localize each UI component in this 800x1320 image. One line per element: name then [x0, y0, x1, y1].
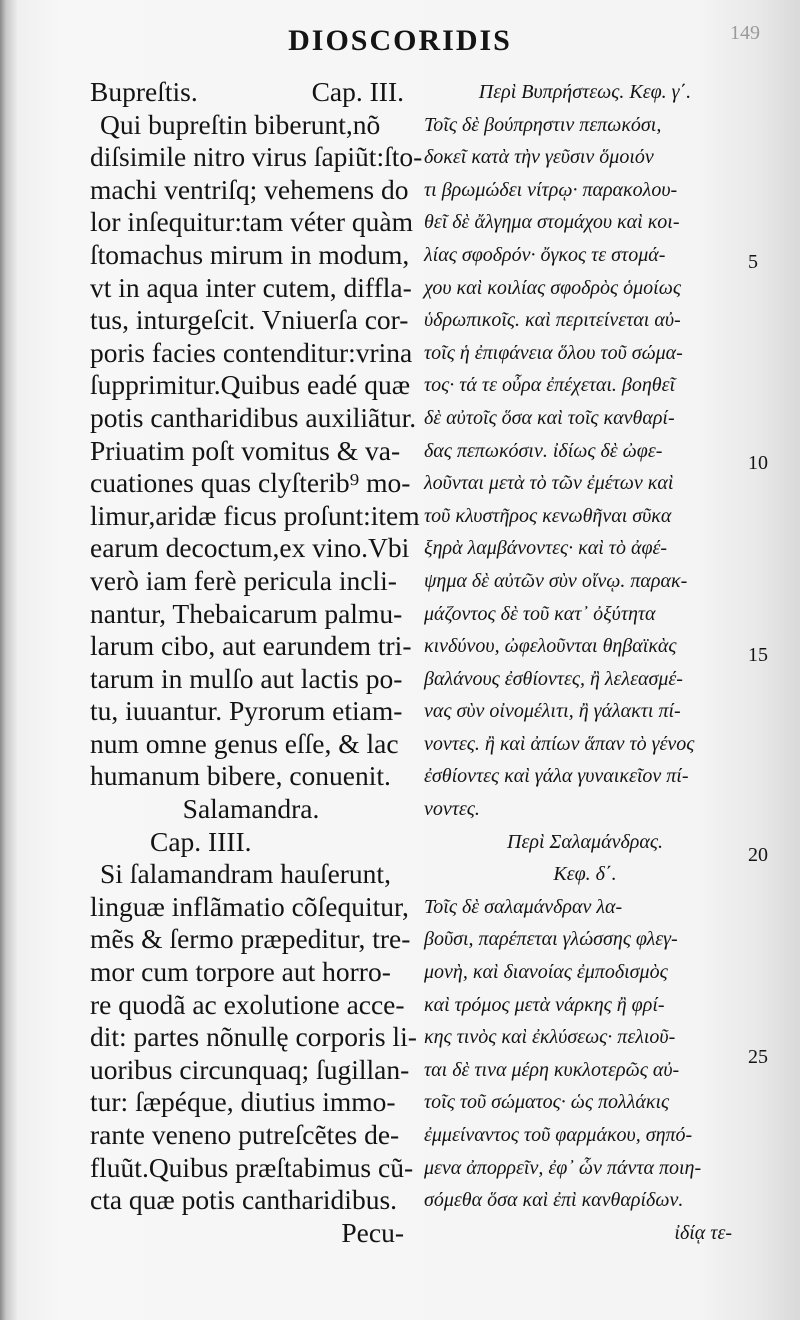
greek-text-line: τοῖς τοῦ σώματος· ὡς πολλάκις — [424, 1091, 670, 1114]
greek-text-line: ἐμμείναντος τοῦ φαρμάκου, σηπό- — [424, 1124, 693, 1146]
greek-text-line: Τοῖς δὲ σαλαμάνδραν λα- — [424, 895, 623, 918]
text-line: ſupprimitur.Quibus eadé quæ — [90, 369, 411, 401]
greek-text-line: ψημα δὲ αὐτῶν σὺν οἴνῳ. παρακ- — [424, 569, 688, 592]
greek-text-line: μάζοντος δὲ τοῦ κατ᾽ ὀξύτητα — [424, 602, 656, 625]
text-line: fluũt.Quibus præſtabimus cũ- — [90, 1151, 414, 1183]
greek-text-line: μενα ἀπορρεῖν, ἐφ᾽ ὧν πάντα ποιη- — [424, 1156, 702, 1179]
greek-text-line: βοῦσι, παρέπεται γλώσσης φλεγ- — [424, 928, 678, 951]
text-line: earum decoctum,ex vino.Vbi — [90, 532, 410, 564]
greek-text-line: τοῦ κλυστῆρος κενωθῆναι σῦκα — [424, 504, 672, 527]
greek-text-line: καὶ τρόμος μετὰ νάρκης ἢ φρί- — [424, 993, 665, 1016]
greek-text-line: δας πεπωκόσιν. ἰδίως δὲ ὠφε- — [424, 439, 663, 462]
greek-text-line: κης τινὸς καὶ ἐκλύσεως· πελιοῦ- — [424, 1026, 676, 1049]
greek-text-line: ται δὲ τινα μέρη κυκλοτερῶς αὐ- — [424, 1058, 680, 1081]
text-line: re quodã ac exolutione acce- — [90, 988, 405, 1020]
chapter-3-number: Cap. III. — [311, 76, 404, 107]
latin-column — [90, 76, 423, 1249]
text-line: poris facies contenditur:vrina — [90, 336, 413, 368]
chapter-3-text — [90, 108, 423, 793]
line-number: 20 — [748, 844, 768, 866]
chapter-4-text — [90, 858, 417, 1217]
text-line: diſsimile nitro virus ſapiũt:ſto- — [90, 141, 423, 173]
text-line: uoribus circunquaq; ſugillan- — [90, 1053, 410, 1085]
line-number: 25 — [748, 1046, 768, 1068]
greek-text-line: ὑδρωπικοῖς. καὶ περιτείνεται αὐ- — [424, 309, 681, 332]
greek-text-line: ξηρὰ λαμβάνοντες· καὶ τὸ ἀφέ- — [424, 537, 668, 560]
text-line: machi ventriſq; vehemens do — [90, 173, 409, 205]
greek-text-line: νοντες. ἢ καὶ ἀπίων ἅπαν τὸ γένος — [424, 732, 695, 755]
chapter-4-title: Salamandra. — [182, 793, 320, 825]
text-line: potis cantharidibus auxiliãtur. — [90, 401, 417, 433]
text-line: rante veneno putreſcẽtes de- — [90, 1119, 400, 1150]
text-line: lor inſequitur:tam véter quàm — [90, 206, 414, 238]
text-line: cta quæ potis cantharidibus. — [90, 1184, 398, 1216]
greek-text-line: τι βρωμώδει νίτρῳ· παρακολου- — [424, 178, 678, 201]
greek-column — [424, 76, 746, 1249]
text-line: larum cibo, aut earundem tri- — [90, 630, 412, 662]
chapter-4-number: Cap. IIII. — [150, 825, 252, 857]
greek-text-line: τος· τά τε οὖρα ἐπέχεται. βοηθεῖ — [424, 374, 676, 397]
text-line: limur,aridæ ficus proſunt:item — [90, 499, 420, 531]
text-line: nantur, Thebaicarum palmu- — [90, 597, 403, 629]
line-number: 5 — [748, 251, 758, 273]
latin-catchword: Pecu- — [341, 1216, 404, 1248]
folio-number: 149 — [730, 22, 760, 44]
greek-text-line: δὲ αὐτοῖς ὅσα καὶ τοῖς κανθαρί- — [424, 406, 675, 429]
line-number: 10 — [748, 452, 768, 474]
text-line: num omne genus eſſe, & lac — [90, 727, 399, 759]
text-line: mẽs & ſermo præpeditur, tre- — [90, 923, 411, 955]
greek-text-line: βαλάνους ἐσθίοντες, ἢ λελεασμέ- — [424, 667, 683, 690]
greek-text-line: ἐσθίοντες καὶ γάλα γυναικεῖον πί- — [424, 765, 689, 788]
greek-text-line: νας σὺν οἰνομέλιτι, ἢ γάλακτι πί- — [424, 700, 681, 723]
greek-text-line: χου καὶ κοιλίας σφοδρὸς ὁμοίως — [424, 276, 681, 299]
text-line: dit: partes nõnullę corporis li- — [90, 1021, 417, 1053]
text-line: ſtomachus mirum in modum, — [90, 238, 410, 270]
greek-text-line: δοκεῖ κατὰ τὴν γεῦσιν ὅμοιόν — [424, 146, 654, 169]
chapter-3-heading — [90, 76, 412, 109]
text-line: cuationes quas clyſterib⁹ mo- — [90, 467, 411, 499]
greek-text-line: τοῖς ἡ ἐπιφάνεια ὅλου τοῦ σώμα- — [424, 341, 683, 364]
line-number: 15 — [748, 644, 768, 666]
text-line: tarum in mulſo aut lactis po- — [90, 662, 403, 694]
text-line: vt in aqua inter cutem, diffla- — [90, 271, 412, 303]
text-line: tu, iuuantur. Pyrorum etiam- — [90, 695, 403, 727]
greek-text-line: σόμεθα ὅσα καὶ ἐπὶ κανθαρίδων. — [424, 1189, 684, 1212]
greek-text-line: λοῦνται μετὰ τὸ τῶν ἐμέτων καὶ — [424, 472, 674, 495]
greek-text-line: Τοῖς δὲ βούπρηστιν πεπωκόσι, — [424, 113, 662, 136]
greek-chapter-4-heading: Περὶ Σαλαμάνδρας. — [507, 830, 663, 853]
text-line: Si ſalamandram hauſerunt, — [100, 858, 391, 890]
text-line: Priuatim poſt vomitus & va- — [90, 434, 401, 466]
text-line: tur: ſæpéque, diutius immo- — [90, 1086, 396, 1118]
running-title: DIOSCORIDIS — [288, 24, 512, 57]
greek-text-line: μονὴ, καὶ διανοίας ἐμποδισμὸς — [424, 961, 668, 984]
greek-text-line: λίας σφοδρόν· ὄγκος τε στομά- — [424, 243, 666, 266]
chapter-3-title: Bupreſtis. — [90, 76, 198, 107]
text-line: Qui bupreſtin biberunt,nõ — [100, 108, 381, 140]
greek-chapter-3-text — [424, 109, 746, 826]
greek-catchword: ἰδίᾳ τε- — [674, 1221, 732, 1244]
greek-chapter-4-text — [424, 891, 746, 1217]
text-line: linguæ inflãmatio cõſequitur, — [90, 890, 409, 922]
greek-chapter-3-heading: Περὶ Βυπρήστεως. Κεφ. γ΄. — [478, 81, 692, 103]
greek-text-line: κινδύνου, ὠφελοῦνται θηβαϊκὰς — [424, 635, 677, 658]
text-line: mor cum torpore aut horro- — [90, 956, 391, 988]
greek-text-line: θεῖ δὲ ἄλγημα στομάχου καὶ κοι- — [424, 211, 680, 234]
text-line: verò iam ferè pericula incli- — [90, 564, 397, 596]
text-line: tus, inturgeſcit. Vniuerſa cor- — [90, 304, 409, 336]
greek-text-line: νοντες. — [424, 798, 480, 821]
text-line: humanum bibere, conuenit. — [90, 760, 391, 792]
greek-chapter-4-number: Κεφ. δ΄. — [553, 863, 617, 886]
